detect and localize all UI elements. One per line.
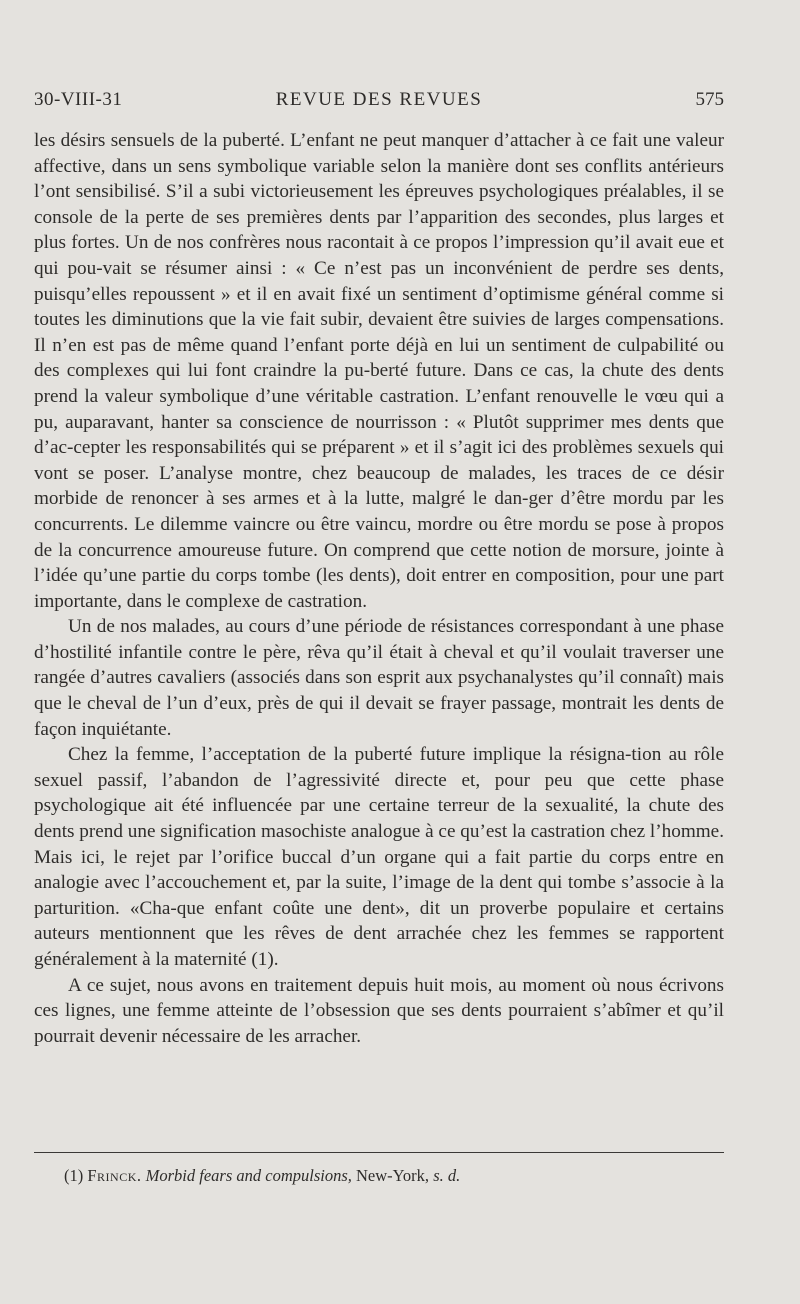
footnote-title: Morbid fears and compulsions, [145,1166,352,1185]
footnote-author: Frinck. [87,1166,142,1185]
footnote-marker: (1) [64,1166,84,1185]
footnote-date: s. d. [433,1166,461,1185]
paragraph: Chez la femme, l’acceptation de la puberté future implique la résigna-tion au rôle sexuel passif, l’abandon de l’agressivité directe et, pour peu que cette phase psychologique ait été influencée par une certaine terreur de la sexualité, la chute des dents prend une signification masochiste analogue à ce qu’est la castration chez l’homme. Mais ici, le rejet par l’orifice buccal d’un organe qui a fait partie du corps entre en analogie avec l’accouchement et, par la suite, l’image de la dent qui tombe s’associe à la parturition. «Cha-que enfant coûte une dent», dit un proverbe populaire et certains auteurs mentionnent que les rêves de dent arrachée chez les femmes se rapportent généralement à la maternité (1). [34,744,724,970]
page-number: 575 [695,89,724,110]
journal-title: REVUE DES REVUES [275,89,483,110]
footnote-rule [34,1152,724,1153]
footnote [64,1164,724,1188]
main-text [34,128,724,1049]
paragraph: les désirs sensuels de la puberté. L’enfant ne peut manquer d’attacher à ce fait une valeur affective, dans un sens symbolique variable selon la manière dont ses conflits antérieurs l’ont sensibilisé. S’il a subi victorieusement les épreuves psychologiques préalables, il se console de la perte de ses premières dents par l’apparition des secondes, plus larges et plus fortes. Un de nos confrères nous racontait à ce propos l’impression qu’il avait eue et qui pou-vait se résumer ainsi : « Ce n’est pas un inconvénient de perdre ses dents, puisqu’elles repoussent » et il en avait fixé un sentiment d’optimisme général comme si toutes les diminutions que la vie fait subir, devaient être suivies de larges compensations. Il n’en est pas de même quand l’enfant porte déjà en lui un sentiment de culpabilité ou des complexes qui lui font craindre la pu-berté future. Dans ce cas, la chute des dents prend la valeur symbolique d’une véritable castration. L’enfant renouvelle le vœu qui a pu, auparavant, hanter sa conscience de nourrisson : « Plutôt supprimer mes dents que d’ac-cepter les responsabilités qui se préparent » et il s’agit ici des problèmes sexuels qui vont se poser. L’analyse montre, chez beaucoup de malades, les traces de ce désir morbide de renoncer à ses armes et à la lutte, malgré le dan-ger d’être mordu par les concurrents. Le dilemme vaincre ou être vaincu, mordre ou être mordu se pose à propos de la concurrence amoureuse future. On comprend que cette notion de morsure, jointe à l’idée qu’une partie du corps tombe (les dents), doit entrer en composition, pour une part importante, dans le complexe de castration. [34,130,724,612]
issue-date: 30-VIII-31 [34,89,123,110]
footnote-place: New-York, [356,1166,430,1185]
paragraph: Un de nos malades, au cours d’une période de résistances correspondant à une phase d’hostilité infantile contre le père, rêva qu’il était à cheval et qu’il voulait traverser une rangée d’autres cavaliers (associés dans son esprit aux psychanalystes qu’il connaît) mais que le cheval de l’un d’eux, près de qui il devait se frayer passage, montrait les dents de façon inquiétante. [34,616,724,740]
paragraph: A ce sujet, nous avons en traitement depuis huit mois, au moment où nous écrivons ces lignes, une femme atteinte de l’obsession que ses dents pourraient s’abîmer et qu’il pourrait devenir nécessaire de les arracher. [34,974,724,1047]
running-header [34,86,724,114]
